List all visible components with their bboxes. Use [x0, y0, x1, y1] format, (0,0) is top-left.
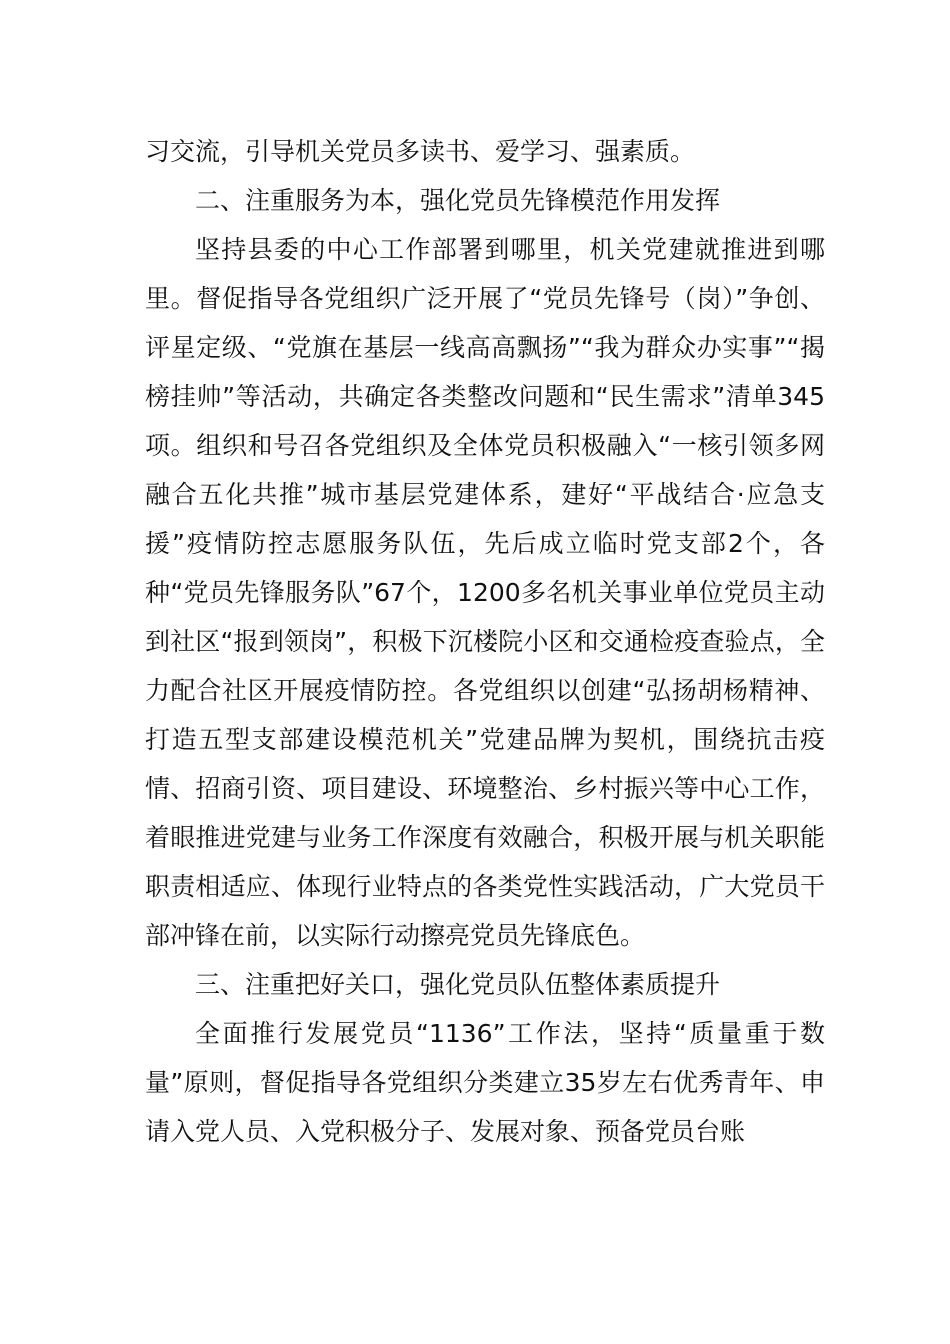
paragraph-continued: 习交流，引导机关党员多读书、爱学习、强素质。: [145, 137, 696, 166]
document-page: [145, 127, 825, 1156]
section-heading-3: 三、注重把好关口，强化党员队伍整体素质提升: [195, 970, 721, 999]
section-heading-2: 二、注重服务为本，强化党员先锋模范作用发挥: [195, 186, 721, 215]
paragraph-section-3: 全面推行发展党员“1136”工作法，坚持“质量重于数量”原则，督促指导各党组织分类建立35岁左右优秀青年、申请入党人员、入党积极分子、发展对象、预备党员台账: [145, 1019, 825, 1146]
paragraph-section-2: 坚持县委的中心工作部署到哪里，机关党建就推进到哪里。督促指导各党组织广泛开展了“党员先锋号（岗）”争创、评星定级、“党旗在基层一线高高飘扬”“我为群众办实事”“揭榜挂帅”等活动，共确定各类整改问题和“民生需求”清单345项。组织和号召各党组织及全体党员积极融入“一核引领多网融合五化共推”城市基层党建体系，建好“平战结合·应急支援”疫情防控志愿服务队伍，先后成立临时党支部2个，各种“党员先锋服务队”67个，1200多名机关事业单位党员主动到社区“报到领岗”，积极下沉楼院小区和交通检疫查验点，全力配合社区开展疫情防控。各党组织以创建“弘扬胡杨精神、打造五型支部建设模范机关”党建品牌为契机，围绕抗击疫情、招商引资、项目建设、环境整治、乡村振兴等中心工作，着眼推进党建与业务工作深度有效融合，积极开展与机关职能职责相适应、体现行业特点的各类党性实践活动，广大党员干部冲锋在前，以实际行动擦亮党员先锋底色。: [145, 235, 825, 950]
